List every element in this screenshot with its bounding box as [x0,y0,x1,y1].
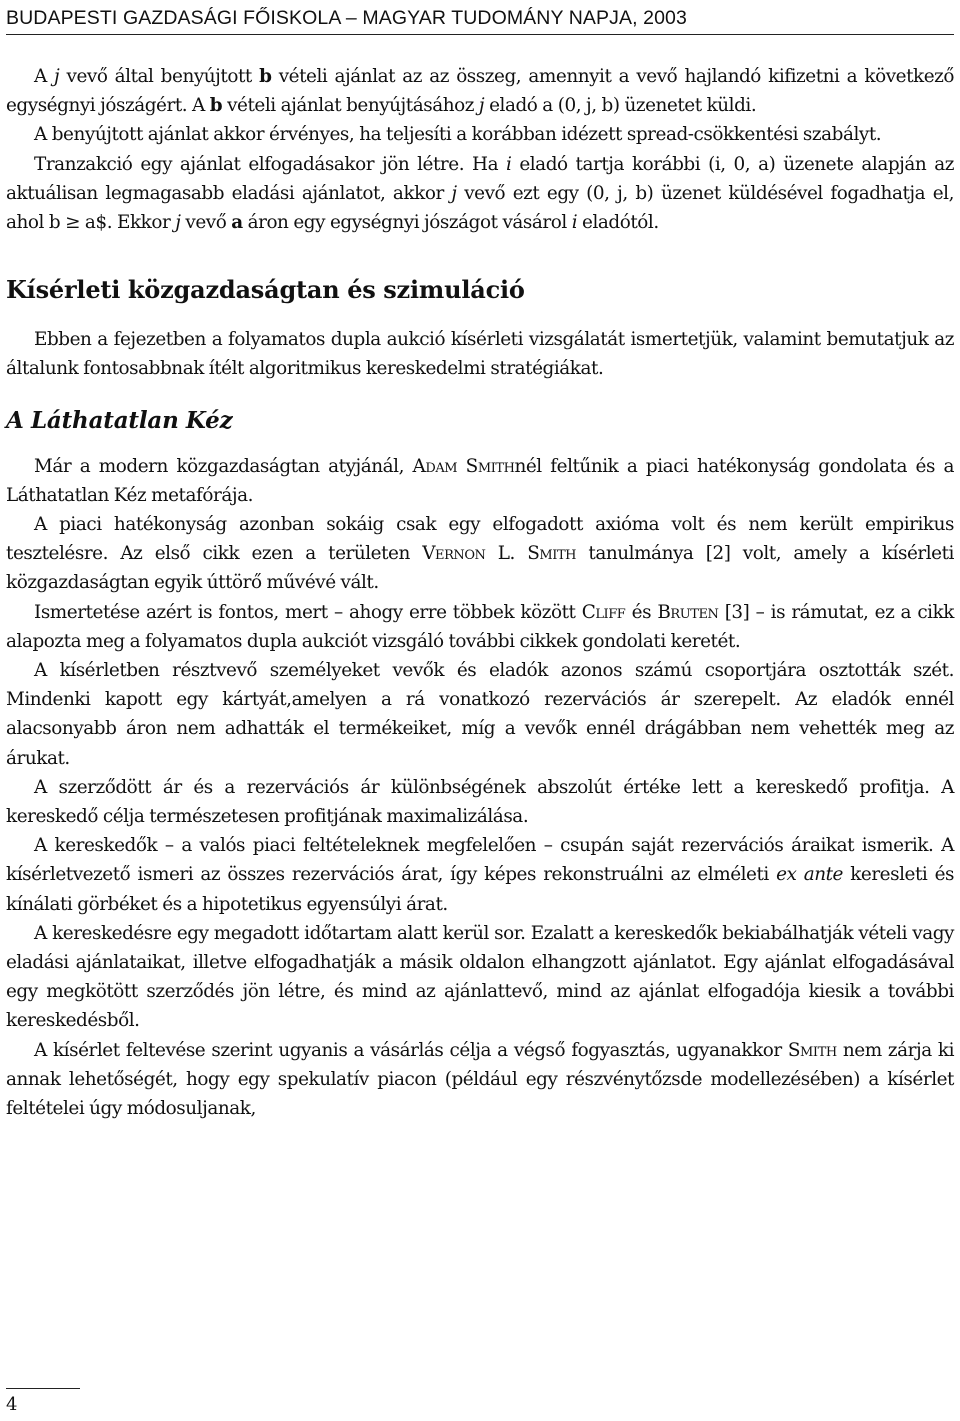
paragraph: A kísérletben résztvevő személyeket vevők és eladók azonos számú csoportjára osztották szét. Mindenki kapott egy kártyát,amelyen a rá vonatkozó rezervációs ár szerepelt. Az eladók ennél alacsonyabb áron nem adhatták el termékeiket, míg a vevők ennél drágábban nem vehették meg az árukat. [6,660,954,769]
running-header: BUDAPESTI GAZDASÁGI FŐISKOLA – MAGYAR TUDOMÁNY NAPJA, 2003 [6,6,954,35]
paragraph: Már a modern közgazdaságtan atyjánál, Adam Smithnél feltűnik a piaci hatékonyság gondolata és a Láthatatlan Kéz metafórája. [6,455,954,506]
section-heading: Kísérleti közgazdaságtan és szimuláció [6,275,525,305]
paragraph: A kereskedők – a valós piaci feltételeknek megfelelően – csupán saját rezervációs áraikat ismerik. A kísérletvezető ismeri az összes rezervációs árat, így képes rekonstruálni az elméleti ex ante keresleti és kínálati görbéket és a hipotetikus egyensúlyi árat. [6,835,954,915]
paragraph: Ebben a fejezetben a folyamatos dupla aukció kísérleti vizsgálatát ismertetjük, valamint bemutatjuk az általunk fontosabbnak ítélt algoritmikus kereskedelmi stratégiákat. [6,329,954,380]
paragraph: Ismertetése azért is fontos, mert – ahogy erre többek között Cliff és Bruten [3] – is rámutat, ez a cikk alapozta meg a folyamatos dupla aukciót vizsgáló további cikkek gondolati keretét. [6,601,955,652]
footer-rule [6,1388,80,1389]
paragraph: A szerződött ár és a rezervációs ár különbségének abszolút értéke lett a kereskedő profitja. A kereskedő célja természetesen profitjának maximalizálása. [6,776,954,828]
paragraph: A kísérlet feltevése szerint ugyanis a vásárlás célja a végső fogyasztás, ugyanakkor Smith nem zárja ki annak lehetőségét, hogy egy spekulatív piacon (például egy részvénytőzsde modellezésében) a kísérlet feltételei úgy módosuljanak, [6,1039,955,1120]
paragraph: A piaci hatékonyság azonban sokáig csak egy elfogadott axióma volt és nem került empirikus tesztelésre. Az első cikk ezen a területen Vernon L. Smith tanulmánya [2] volt, amely a kísérleti közgazdaságtan egyik úttörő művévé vált. [6,514,954,594]
paragraph: A j vevő által benyújtott b vételi ajánlat az az összeg, amennyit a vevő hajlandó kifizetni a következő egységnyi jószágért. A b vételi ajánlat benyújtásához j eladó a (0, j, b) üzenetet küldi. [6,66,955,117]
page-number: 4 [6,1394,18,1415]
paragraph: Tranzakció egy ajánlat elfogadásakor jön létre. Ha i eladó tartja korábbi (i, 0, a) üzenete alapján az aktuálisan legmagasabb eladási ajánlatot, akkor j vevő ezt egy (0, j, b) üzenet küldésével fogadhatja el, ahol b ≥ a$. Ekkor j vevő a áron egy egységnyi jószágot vásárol i eladótól. [6,153,955,234]
subsection-heading: A Láthatatlan Kéz [6,406,233,434]
paragraph: A benyújtott ajánlat akkor érvényes, ha teljesíti a korábban idézett spread-csökkentési szabályt. [34,124,882,146]
page-body [6,62,954,1123]
paragraph: A kereskedésre egy megadott időtartam alatt kerül sor. Ezalatt a kereskedők bekiabálhatják vételi vagy eladási ajánlataikat, illetve elfogadhatják a másik oldalon elhangzott ajánlatot. Egy ajánlat elfogadásával egy megkötött szerződés jön létre, és mind az ajánlattevő, mind az ajánlat elfogadója kiesik a további kereskedésből. [6,922,954,1032]
